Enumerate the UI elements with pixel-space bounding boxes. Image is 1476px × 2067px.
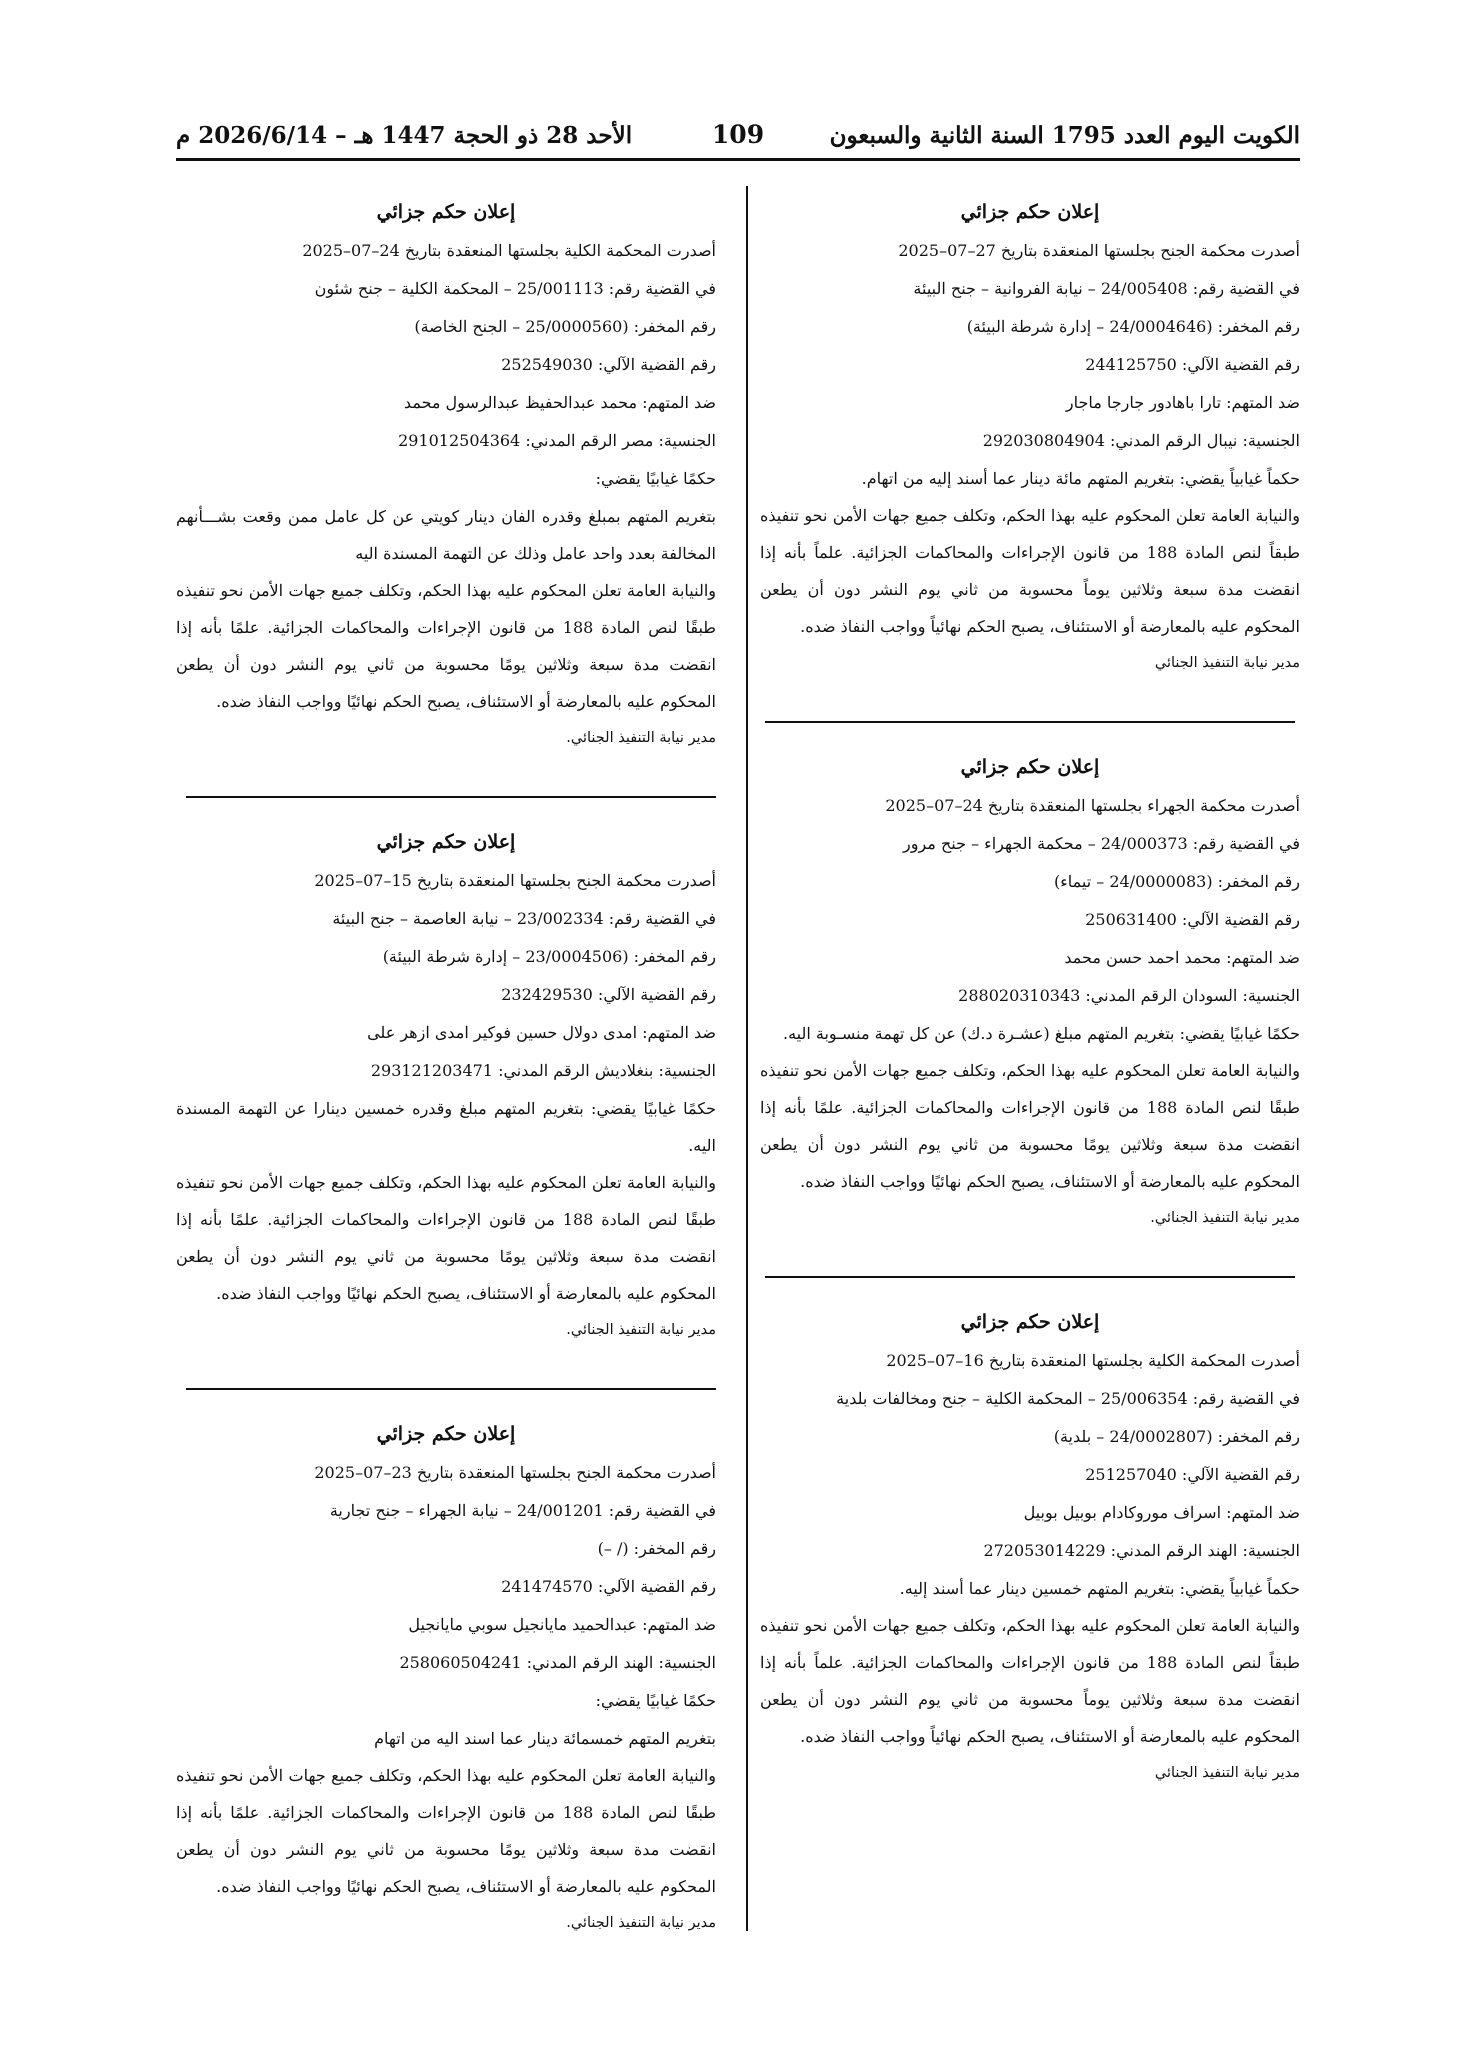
notice-title: إعلان حكم جزائي — [960, 756, 1100, 778]
notice-5 — [176, 828, 716, 1348]
notice-body: والنيابة العامة تعلن المحكوم عليه بهذا الحكم، وتكلف جميع جهات الأمن نحو تنفيذه طبقاً لنص المادة 188 من قانون الإجراءات والمحاكمات الجزائية. علماً بأنه إذا انقضت مدة سبعة وثلاثين يوماً محسوبة من ثاني يوم النشر دون أن يطعن المحكوم عليه بالمعارضة أو الاستئناف، يصبح الحكم نهائياً وواجب النفاذ ضده. — [760, 1616, 1301, 1746]
notice-title: إعلان حكم جزائي — [376, 831, 516, 853]
verdict-text: حكمًا غيابيًا يقضي: — [595, 1691, 716, 1710]
case-number-line: في القضية رقم: 23/002334 – نيابة العاصمة – جنح البيئة — [332, 909, 716, 928]
issued-line: أصدرت محكمة الجنح بجلستها المنعقدة بتاريخ 23–07–2025 — [314, 1463, 716, 1482]
accused-line: ضد المتهم: محمد احمد حسن محمد — [1064, 948, 1300, 967]
notice-4 — [176, 198, 716, 756]
auto-case-number-line: رقم القضية الآلي: 251257040 — [1085, 1465, 1300, 1484]
accused-line: ضد المتهم: اسراف موروكادام بوبيل بوبيل — [1023, 1503, 1300, 1522]
case-number-line: في القضية رقم: 24/005408 – نيابة الفروانية – جنح البيئة — [913, 279, 1300, 298]
case-number-line: في القضية رقم: 25/006354 – المحكمة الكلية – جنح ومخالفات بلدية — [836, 1389, 1300, 1408]
issued-line: أصدرت محكمة الجنح بجلستها المنعقدة بتاريخ 15–07–2025 — [314, 871, 716, 890]
signature: مدير نيابة التنفيذ الجنائي — [1154, 1765, 1300, 1781]
auto-case-number-line: رقم القضية الآلي: 252549030 — [501, 355, 716, 374]
notice-6 — [176, 1420, 716, 1941]
case-number-line: في القضية رقم: 25/001113 – المحكمة الكلية – جنح شئون — [314, 279, 716, 298]
notice-separator — [186, 796, 716, 798]
signature: مدير نيابة التنفيذ الجنائي. — [566, 730, 716, 746]
nationality-line: الجنسية: الهند الرقم المدني: 258060504241 — [399, 1653, 716, 1672]
nationality-line: الجنسية: نيبال الرقم المدني: 292030804904 — [982, 431, 1300, 450]
column-divider — [746, 186, 748, 1931]
verdict-text: حكماً غيابياً يقضي: بتغريم المتهم خمسين دينار عما أسند إليه. — [899, 1579, 1300, 1598]
auto-case-number-line: رقم القضية الآلي: 232429530 — [501, 985, 716, 1004]
notice-title: إعلان حكم جزائي — [376, 201, 516, 223]
verdict-text: حكماً غيابياً يقضي: بتغريم المتهم مائة دينار عما أسند إليه من اتهام. — [861, 469, 1300, 488]
header-date: الأحد 28 ذو الحجة 1447 هـ – 2026/6/14 م — [176, 122, 633, 149]
issued-line: أصدرت المحكمة الكلية بجلستها المنعقدة بتاريخ 16–07–2025 — [886, 1351, 1300, 1370]
station-number-line: رقم المخفر: (24/0000083 – تيماء) — [1053, 872, 1300, 891]
case-number-line: في القضية رقم: 24/000373 – محكمة الجهراء – جنح مرور — [903, 834, 1300, 853]
issued-line: أصدرت محكمة الجنح بجلستها المنعقدة بتاريخ 27–07–2025 — [898, 241, 1300, 260]
accused-line: ضد المتهم: تارا باهادور جارجا ماجار — [1065, 393, 1300, 412]
notice-title: إعلان حكم جزائي — [376, 1423, 516, 1445]
notice-body: والنيابة العامة تعلن المحكوم عليه بهذا الحكم، وتكلف جميع جهات الأمن نحو تنفيذه طبقاً لنص المادة 188 من قانون الإجراءات والمحاكمات الجزائية. علماً بأنه إذا انقضت مدة سبعة وثلاثين يوماً محسوبة من ثاني يوم النشر دون أن يطعن المحكوم عليه بالمعارضة أو الاستئناف، يصبح الحكم نهائياً وواجب النفاذ ضده. — [760, 506, 1301, 636]
accused-line: ضد المتهم: امدى دولال حسين فوكير امدى ازهر على — [367, 1023, 716, 1042]
verdict-text: حكمًا غيابيًا يقضي: بتغريم المتهم مبلغ (عشـرة د.ك) عن كل تهمة منسـوبة اليه. — [782, 1024, 1300, 1043]
signature: مدير نيابة التنفيذ الجنائي. — [566, 1915, 716, 1931]
signature: مدير نيابة التنفيذ الجنائي. — [566, 1322, 716, 1338]
notice-title: إعلان حكم جزائي — [960, 201, 1100, 223]
page-number: 109 — [711, 120, 765, 149]
notice-body: والنيابة العامة تعلن المحكوم عليه بهذا الحكم، وتكلف جميع جهات الأمن نحو تنفيذه طبقًا لنص المادة 188 من قانون الإجراءات والمحاكمات الجزائية. علمًا بأنه إذا انقضت مدة سبعة وثلاثين يومًا محسوبة من ثاني يوم النشر دون أن يطعن المحكوم عليه بالمعارضة أو الاستئناف، يصبح الحكم نهائيًا وواجب النفاذ ضده. — [176, 1173, 717, 1303]
verdict-detail: بتغريم المتهم بمبلغ وقدره الفان دينار كويتي عن كل عامل ممن وقعت بشـــأنهم المخالفة بعدد واحد عامل وذلك عن التهمة المسندة اليه — [176, 507, 716, 563]
verdict-text: حكمًا غيابيًا يقضي: بتغريم المتهم مبلغ وقدره خمسين دينارا عن التهمة المسندة اليه. — [176, 1099, 716, 1155]
signature: مدير نيابة التنفيذ الجنائي. — [1150, 1210, 1300, 1226]
notice-2 — [760, 753, 1300, 1236]
station-number-line: رقم المخفر: (24/0002807 – بلدية) — [1053, 1427, 1300, 1446]
page-header — [176, 118, 1300, 161]
verdict-detail: بتغريم المتهم خمسمائة دينار عما اسند اليه من اتهام — [374, 1729, 716, 1748]
nationality-line: الجنسية: السودان الرقم المدني: 288020310343 — [958, 986, 1300, 1005]
station-number-line: رقم المخفر: (24/0004646 – إدارة شرطة البيئة) — [966, 317, 1300, 336]
left-column — [176, 186, 716, 1941]
notice-title: إعلان حكم جزائي — [960, 1311, 1100, 1333]
nationality-line: الجنسية: الهند الرقم المدني: 272053014229 — [983, 1541, 1300, 1560]
auto-case-number-line: رقم القضية الآلي: 250631400 — [1085, 910, 1300, 929]
station-number-line: رقم المخفر: (/ –) — [597, 1539, 716, 1558]
nationality-line: الجنسية: بنغلاديش الرقم المدني: 293121203471 — [370, 1061, 716, 1080]
notice-body: والنيابة العامة تعلن المحكوم عليه بهذا الحكم، وتكلف جميع جهات الأمن نحو تنفيذه طبقًا لنص المادة 188 من قانون الإجراءات والمحاكمات الجزائية. علمًا بأنه إذا انقضت مدة سبعة وثلاثين يومًا محسوبة من ثاني يوم النشر دون أن يطعن المحكوم عليه بالمعارضة أو الاستئناف، يصبح الحكم نهائيًا وواجب النفاذ ضده. — [176, 1766, 717, 1896]
notice-body: والنيابة العامة تعلن المحكوم عليه بهذا الحكم، وتكلف جميع جهات الأمن نحو تنفيذه طبقًا لنص المادة 188 من قانون الإجراءات والمحاكمات الجزائية. علمًا بأنه إذا انقضت مدة سبعة وثلاثين يومًا محسوبة من ثاني يوم النشر دون أن يطعن المحكوم عليه بالمعارضة أو الاستئناف، يصبح الحكم نهائيًا وواجب النفاذ ضده. — [760, 1061, 1301, 1191]
verdict-text: حكمًا غيابيًا يقضي: — [595, 469, 716, 488]
station-number-line: رقم المخفر: (23/0004506 – إدارة شرطة البيئة) — [382, 947, 716, 966]
issued-line: أصدرت المحكمة الكلية بجلستها المنعقدة بتاريخ 24–07–2025 — [302, 241, 716, 260]
notice-1 — [760, 198, 1300, 681]
notice-separator — [186, 1388, 716, 1390]
issued-line: أصدرت محكمة الجهراء بجلستها المنعقدة بتاريخ 24–07–2025 — [885, 796, 1300, 815]
accused-line: ضد المتهم: عبدالحميد مايانجيل سوبي مايانجيل — [408, 1615, 716, 1634]
right-column — [760, 186, 1300, 1791]
auto-case-number-line: رقم القضية الآلي: 244125750 — [1085, 355, 1300, 374]
notice-body: والنيابة العامة تعلن المحكوم عليه بهذا الحكم، وتكلف جميع جهات الأمن نحو تنفيذه طبقًا لنص المادة 188 من قانون الإجراءات والمحاكمات الجزائية. علمًا بأنه إذا انقضت مدة سبعة وثلاثين يومًا محسوبة من ثاني يوم النشر دون أن يطعن المحكوم عليه بالمعارضة أو الاستئناف، يصبح الحكم نهائيًا وواجب النفاذ ضده. — [176, 581, 717, 711]
auto-case-number-line: رقم القضية الآلي: 241474570 — [501, 1577, 716, 1596]
accused-line: ضد المتهم: محمد عبدالحفيظ عبدالرسول محمد — [403, 393, 716, 412]
notice-3 — [760, 1308, 1300, 1791]
case-number-line: في القضية رقم: 24/001201 – نيابة الجهراء – جنح تجارية — [329, 1501, 716, 1520]
nationality-line: الجنسية: مصر الرقم المدني: 291012504364 — [398, 431, 716, 450]
signature: مدير نيابة التنفيذ الجنائي — [1154, 655, 1300, 671]
header-issue-info: الكويت اليوم العدد 1795 السنة الثانية والسبعون — [829, 122, 1300, 149]
notice-separator — [765, 1276, 1295, 1278]
station-number-line: رقم المخفر: (25/0000560 – الجنح الخاصة) — [414, 317, 716, 336]
notice-separator — [765, 721, 1295, 723]
